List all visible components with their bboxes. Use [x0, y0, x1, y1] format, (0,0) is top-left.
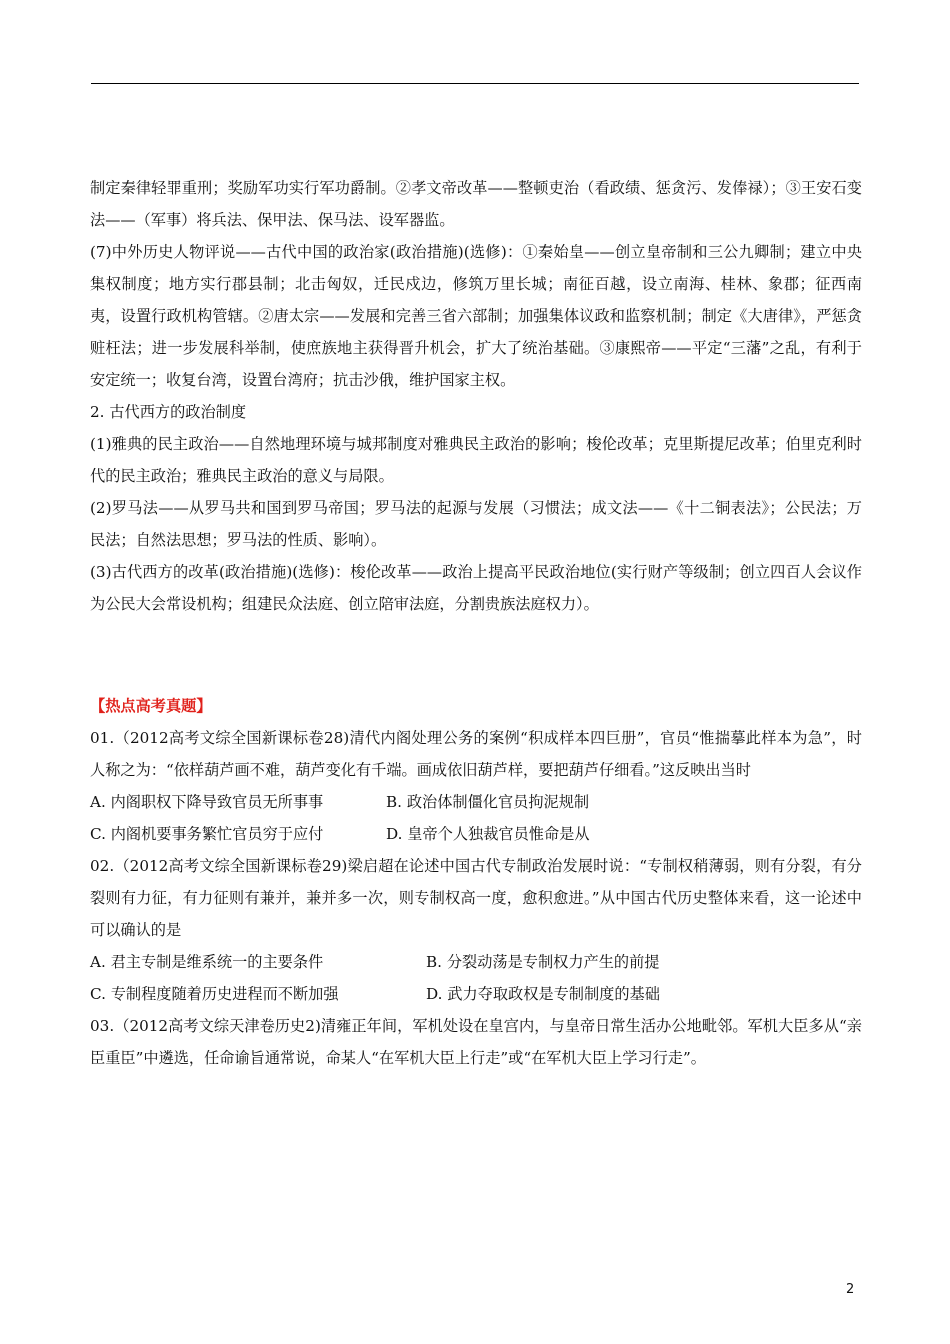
option-row [90, 818, 862, 850]
review-paragraph-2: (7)中外历史人物评说——古代中国的政治家(政治措施)(选修)：①秦始皇——创立皇帝制和三公九卿制；建立中央集权制度；地方实行郡县制；北击匈奴，迁民戍边，修筑万里长城；南征百越，设立南海、桂林、象郡；征西南夷，设置行政机构管辖。②唐太宗——发展和完善三省六部制；加强集体议政和监察机制；制定《大唐律》，严惩贪赃枉法；进一步发展科举制，使庶族地主获得晋升机会，扩大了统治基础。③康熙帝——平定“三藩”之乱，有利于安定统一；收复台湾，设置台湾府；抗击沙俄，维护国家主权。 [90, 243, 862, 389]
section-title: 【热点高考真题】 [90, 697, 212, 715]
option-c: C. 内阁机要事务繁忙官员穷于应付 [90, 825, 324, 843]
option-d: D. 皇帝个人独裁官员惟命是从 [386, 825, 590, 843]
review-paragraph-1: 制定秦律轻罪重刑；奖励军功实行军功爵制。②孝文帝改革——整顿吏治（看政绩、惩贪污、发俸禄）；③王安石变法——（军事）将兵法、保甲法、保马法、设军器监。 [90, 179, 862, 229]
question-2 [90, 850, 862, 1010]
option-b: B. 分裂动荡是专制权力产生的前提 [426, 953, 660, 971]
question-stem: 02.（2012高考文综全国新课标卷29)梁启超在论述中国古代专制政治发展时说：“专制权稍薄弱，则有分裂，有分裂则有力征，有力征则有兼并，兼并多一次，则专制权高一度，愈积愈进。”从中国古代历史整体来看，这一论述中可以确认的是 [90, 857, 862, 939]
option-row [90, 978, 862, 1010]
page-body [90, 172, 862, 1074]
review-paragraph-athens: (1)雅典的民主政治——自然地理环境与城邦制度对雅典民主政治的影响；梭伦改革；克里斯提尼改革；伯里克利时代的民主政治；雅典民主政治的意义与局限。 [90, 435, 862, 485]
option-a: A. 内阁职权下降导致官员无所事事 [90, 793, 324, 811]
question-stem: 03.（2012高考文综天津卷历史2)清雍正年间，军机处设在皇宫内，与皇帝日常生活办公地毗邻。军机大臣多从“亲臣重臣”中遴选，任命谕旨通常说，命某人“在军机大臣上行走”或“在军机大臣上学习行走”。 [90, 1017, 862, 1067]
option-c: C. 专制程度随着历史进程而不断加强 [90, 985, 339, 1003]
question-stem: 01.（2012高考文综全国新课标卷28)清代内阁处理公务的案例“积成样本四巨册”，官员“惟揣摹此样本为急”，时人称之为：“依样葫芦画不难，葫芦变化有千端。画成依旧葫芦样，要把葫芦仔细看。”这反映出当时 [90, 729, 862, 779]
review-heading-western: 2. 古代西方的政治制度 [90, 403, 247, 421]
page-number: 2 [846, 1282, 855, 1297]
option-b: B. 政治体制僵化官员拘泥规制 [386, 793, 590, 811]
section-gap [90, 620, 862, 690]
header-rule [91, 83, 859, 84]
review-paragraph-roman-law: (2)罗马法——从罗马共和国到罗马帝国；罗马法的起源与发展（习惯法；成文法——《十二铜表法》；公民法；万民法；自然法思想；罗马法的性质、影响）。 [90, 499, 862, 549]
question-1 [90, 722, 862, 850]
option-row [90, 786, 862, 818]
option-d: D. 武力夺取政权是专制制度的基础 [426, 985, 660, 1003]
option-row [90, 946, 862, 978]
option-a: A. 君主专制是维系统一的主要条件 [90, 953, 324, 971]
review-paragraph-reforms: (3)古代西方的改革(政治措施)(选修)：梭伦改革——政治上提高平民政治地位(实行财产等级制；创立四百人会议作为公民大会常设机构；组建民众法庭、创立陪审法庭，分割贵族法庭权力）。 [90, 563, 862, 613]
question-3 [90, 1010, 862, 1074]
